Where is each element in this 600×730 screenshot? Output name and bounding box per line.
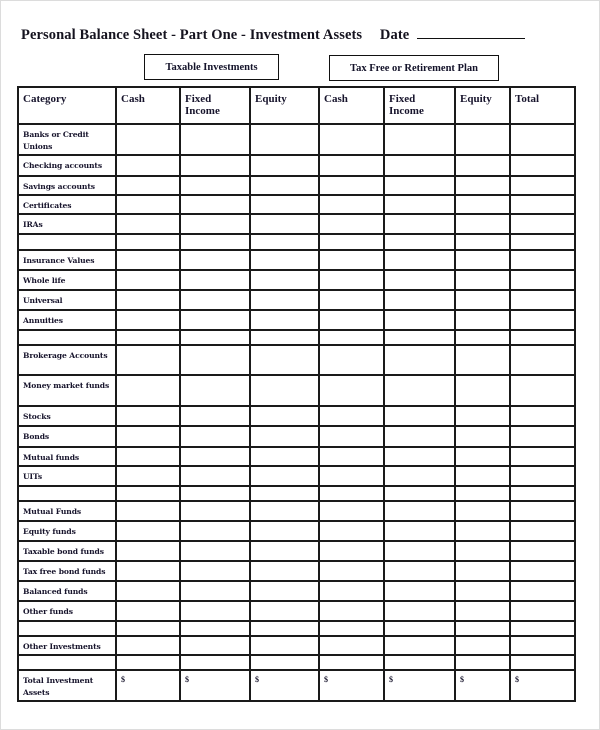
row-category-label	[18, 330, 116, 345]
input-cell-taxfree-fixed-income[interactable]	[384, 655, 455, 670]
input-cell-taxfree-equity[interactable]	[455, 195, 510, 214]
input-cell-taxable-equity[interactable]	[250, 486, 319, 501]
input-cell-taxfree-cash[interactable]	[319, 601, 384, 621]
table-row	[18, 124, 575, 155]
input-cell-total[interactable]	[510, 155, 575, 176]
table-row	[18, 250, 575, 270]
input-cell-taxfree-equity[interactable]	[455, 124, 510, 155]
col-header-taxable-fixed-income: Fixed Income	[180, 87, 250, 124]
total-cell-taxfree-equity[interactable]: $	[455, 670, 510, 701]
input-cell-taxable-fixed-income[interactable]	[180, 501, 250, 521]
input-cell-taxable-fixed-income[interactable]	[180, 290, 250, 310]
input-cell-taxfree-fixed-income[interactable]	[384, 310, 455, 330]
input-cell-total[interactable]	[510, 234, 575, 250]
input-cell-total[interactable]	[510, 486, 575, 501]
table-row	[18, 466, 575, 486]
total-row-label: Total Investment Assets	[18, 670, 116, 701]
input-cell-taxable-cash[interactable]	[116, 447, 180, 466]
input-cell-taxable-cash[interactable]	[116, 486, 180, 501]
input-cell-taxfree-cash[interactable]	[319, 330, 384, 345]
table-row-spacer	[18, 621, 575, 636]
input-cell-total[interactable]	[510, 176, 575, 195]
total-cell-taxable-equity[interactable]: $	[250, 670, 319, 701]
input-cell-taxable-fixed-income[interactable]	[180, 345, 250, 375]
row-category-label: Money market funds	[18, 375, 116, 406]
total-cell-taxable-cash[interactable]: $	[116, 670, 180, 701]
table-row-spacer	[18, 330, 575, 345]
input-cell-taxfree-equity[interactable]	[455, 541, 510, 561]
input-cell-taxfree-equity[interactable]	[455, 447, 510, 466]
total-cell-taxfree-fixed-income[interactable]: $	[384, 670, 455, 701]
input-cell-taxable-cash[interactable]	[116, 234, 180, 250]
input-cell-taxable-equity[interactable]	[250, 155, 319, 176]
input-cell-taxfree-equity[interactable]	[455, 345, 510, 375]
input-cell-taxfree-equity[interactable]	[455, 426, 510, 447]
input-cell-taxable-equity[interactable]	[250, 234, 319, 250]
input-cell-taxable-equity[interactable]	[250, 345, 319, 375]
input-cell-taxable-equity[interactable]	[250, 195, 319, 214]
input-cell-taxfree-fixed-income[interactable]	[384, 176, 455, 195]
input-cell-taxfree-cash[interactable]	[319, 124, 384, 155]
input-cell-taxfree-cash[interactable]	[319, 406, 384, 426]
row-category-label: Savings accounts	[18, 176, 116, 195]
input-cell-taxable-equity[interactable]	[250, 541, 319, 561]
input-cell-taxable-equity[interactable]	[250, 601, 319, 621]
table-row	[18, 310, 575, 330]
input-cell-taxfree-equity[interactable]	[455, 581, 510, 601]
col-header-category: Category	[18, 87, 116, 124]
table-row	[18, 601, 575, 621]
row-category-label: Other funds	[18, 601, 116, 621]
input-cell-taxable-cash[interactable]	[116, 214, 180, 234]
input-cell-taxable-fixed-income[interactable]	[180, 581, 250, 601]
input-cell-taxable-cash[interactable]	[116, 290, 180, 310]
row-category-label: Mutual funds	[18, 447, 116, 466]
input-cell-taxfree-equity[interactable]	[455, 270, 510, 290]
input-cell-taxable-equity[interactable]	[250, 426, 319, 447]
input-cell-taxfree-cash[interactable]	[319, 345, 384, 375]
row-category-label: Universal	[18, 290, 116, 310]
input-cell-total[interactable]	[510, 561, 575, 581]
input-cell-total[interactable]	[510, 655, 575, 670]
input-cell-total[interactable]	[510, 406, 575, 426]
input-cell-taxable-fixed-income[interactable]	[180, 521, 250, 541]
row-category-label: IRAs	[18, 214, 116, 234]
input-cell-total[interactable]	[510, 447, 575, 466]
input-cell-taxfree-equity[interactable]	[455, 636, 510, 655]
col-header-taxfree-cash: Cash	[319, 87, 384, 124]
input-cell-taxfree-cash[interactable]	[319, 501, 384, 521]
input-cell-taxfree-fixed-income[interactable]	[384, 466, 455, 486]
input-cell-total[interactable]	[510, 581, 575, 601]
input-cell-taxable-equity[interactable]	[250, 214, 319, 234]
input-cell-taxfree-fixed-income[interactable]	[384, 345, 455, 375]
total-cell-taxfree-cash[interactable]: $	[319, 670, 384, 701]
row-category-label: Bonds	[18, 426, 116, 447]
input-cell-taxable-equity[interactable]	[250, 466, 319, 486]
input-cell-taxable-cash[interactable]	[116, 195, 180, 214]
row-category-label: Annuities	[18, 310, 116, 330]
input-cell-total[interactable]	[510, 426, 575, 447]
input-cell-taxfree-equity[interactable]	[455, 601, 510, 621]
table-row	[18, 155, 575, 176]
input-cell-taxable-cash[interactable]	[116, 426, 180, 447]
table-row	[18, 521, 575, 541]
input-cell-total[interactable]	[510, 601, 575, 621]
input-cell-taxable-cash[interactable]	[116, 636, 180, 655]
input-cell-taxfree-cash[interactable]	[319, 310, 384, 330]
input-cell-taxfree-cash[interactable]	[319, 655, 384, 670]
col-header-taxfree-equity: Equity	[455, 87, 510, 124]
input-cell-taxable-cash[interactable]	[116, 176, 180, 195]
total-cell-taxable-fixed-income[interactable]: $	[180, 670, 250, 701]
table-row-spacer	[18, 655, 575, 670]
table-row-spacer	[18, 486, 575, 501]
input-cell-taxfree-fixed-income[interactable]	[384, 447, 455, 466]
input-cell-taxable-fixed-income[interactable]	[180, 375, 250, 406]
input-cell-taxfree-fixed-income[interactable]	[384, 406, 455, 426]
input-cell-taxfree-fixed-income[interactable]	[384, 561, 455, 581]
input-cell-taxfree-cash[interactable]	[319, 521, 384, 541]
input-cell-taxable-equity[interactable]	[250, 501, 319, 521]
input-cell-taxfree-cash[interactable]	[319, 290, 384, 310]
input-cell-taxfree-cash[interactable]	[319, 426, 384, 447]
input-cell-taxfree-equity[interactable]	[455, 375, 510, 406]
table-row	[18, 447, 575, 466]
table-row	[18, 561, 575, 581]
input-cell-taxfree-cash[interactable]	[319, 581, 384, 601]
col-header-taxfree-fixed-income: Fixed Income	[384, 87, 455, 124]
input-cell-taxable-cash[interactable]	[116, 655, 180, 670]
row-category-label: UITs	[18, 466, 116, 486]
input-cell-taxfree-equity[interactable]	[455, 330, 510, 345]
input-cell-taxable-fixed-income[interactable]	[180, 310, 250, 330]
input-cell-taxable-cash[interactable]	[116, 621, 180, 636]
input-cell-taxable-equity[interactable]	[250, 561, 319, 581]
input-cell-taxfree-equity[interactable]	[455, 466, 510, 486]
input-cell-taxable-fixed-income[interactable]	[180, 486, 250, 501]
input-cell-total[interactable]	[510, 310, 575, 330]
input-cell-taxable-fixed-income[interactable]	[180, 601, 250, 621]
input-cell-total[interactable]	[510, 621, 575, 636]
page-title	[21, 26, 525, 44]
table-row-spacer	[18, 234, 575, 250]
row-category-label: Banks or Credit Unions	[18, 124, 116, 155]
row-category-label: Mutual Funds	[18, 501, 116, 521]
input-cell-taxfree-cash[interactable]	[319, 176, 384, 195]
input-cell-taxfree-cash[interactable]	[319, 636, 384, 655]
input-cell-total[interactable]	[510, 250, 575, 270]
row-category-label: Whole life	[18, 270, 116, 290]
table-body	[18, 124, 575, 701]
table-row	[18, 375, 575, 406]
input-cell-taxfree-cash[interactable]	[319, 561, 384, 581]
input-cell-taxable-fixed-income[interactable]	[180, 124, 250, 155]
row-category-label: Stocks	[18, 406, 116, 426]
row-category-label	[18, 234, 116, 250]
table-row	[18, 581, 575, 601]
table-header-row	[18, 87, 575, 124]
row-category-label	[18, 621, 116, 636]
input-cell-taxable-equity[interactable]	[250, 636, 319, 655]
input-cell-taxfree-equity[interactable]	[455, 310, 510, 330]
input-cell-taxfree-equity[interactable]	[455, 176, 510, 195]
input-cell-taxfree-fixed-income[interactable]	[384, 195, 455, 214]
table-row	[18, 214, 575, 234]
table-row	[18, 176, 575, 195]
input-cell-taxable-cash[interactable]	[116, 601, 180, 621]
input-cell-taxable-cash[interactable]	[116, 345, 180, 375]
input-cell-taxfree-fixed-income[interactable]	[384, 621, 455, 636]
total-row	[18, 670, 575, 701]
input-cell-taxfree-equity[interactable]	[455, 621, 510, 636]
input-cell-taxfree-equity[interactable]	[455, 561, 510, 581]
input-cell-taxfree-fixed-income[interactable]	[384, 601, 455, 621]
input-cell-taxable-equity[interactable]	[250, 581, 319, 601]
row-category-label: Equity funds	[18, 521, 116, 541]
input-cell-taxable-fixed-income[interactable]	[180, 234, 250, 250]
input-cell-total[interactable]	[510, 466, 575, 486]
input-cell-taxable-fixed-income[interactable]	[180, 195, 250, 214]
input-cell-taxfree-fixed-income[interactable]	[384, 234, 455, 250]
input-cell-taxfree-fixed-income[interactable]	[384, 270, 455, 290]
input-cell-taxfree-fixed-income[interactable]	[384, 541, 455, 561]
table-row	[18, 345, 575, 375]
input-cell-taxable-equity[interactable]	[250, 447, 319, 466]
input-cell-taxable-fixed-income[interactable]	[180, 214, 250, 234]
input-cell-taxfree-cash[interactable]	[319, 375, 384, 406]
table-row	[18, 406, 575, 426]
input-cell-taxfree-equity[interactable]	[455, 655, 510, 670]
input-cell-taxable-equity[interactable]	[250, 375, 319, 406]
table-row	[18, 426, 575, 447]
input-cell-total[interactable]	[510, 541, 575, 561]
row-category-label: Other Investments	[18, 636, 116, 655]
input-cell-taxable-cash[interactable]	[116, 466, 180, 486]
input-cell-taxable-equity[interactable]	[250, 250, 319, 270]
row-category-label	[18, 655, 116, 670]
col-header-taxable-cash: Cash	[116, 87, 180, 124]
input-cell-taxfree-equity[interactable]	[455, 501, 510, 521]
input-cell-taxfree-equity[interactable]	[455, 406, 510, 426]
input-cell-taxable-fixed-income[interactable]	[180, 426, 250, 447]
col-header-total: Total	[510, 87, 575, 124]
taxable-investments-header: Taxable Investments	[144, 54, 279, 80]
investment-assets-table	[17, 86, 576, 702]
input-cell-taxfree-fixed-income[interactable]	[384, 250, 455, 270]
input-cell-taxfree-fixed-income[interactable]	[384, 330, 455, 345]
input-cell-taxfree-equity[interactable]	[455, 250, 510, 270]
input-cell-taxable-equity[interactable]	[250, 310, 319, 330]
input-cell-taxable-fixed-income[interactable]	[180, 406, 250, 426]
row-category-label: Insurance Values	[18, 250, 116, 270]
input-cell-total[interactable]	[510, 214, 575, 234]
input-cell-taxable-fixed-income[interactable]	[180, 155, 250, 176]
input-cell-total[interactable]	[510, 636, 575, 655]
input-cell-taxable-cash[interactable]	[116, 270, 180, 290]
input-cell-taxfree-fixed-income[interactable]	[384, 521, 455, 541]
input-cell-taxfree-cash[interactable]	[319, 234, 384, 250]
input-cell-taxfree-cash[interactable]	[319, 621, 384, 636]
input-cell-total[interactable]	[510, 195, 575, 214]
input-cell-taxfree-fixed-income[interactable]	[384, 214, 455, 234]
input-cell-taxable-fixed-income[interactable]	[180, 636, 250, 655]
input-cell-total[interactable]	[510, 124, 575, 155]
input-cell-total[interactable]	[510, 290, 575, 310]
input-cell-taxable-cash[interactable]	[116, 375, 180, 406]
input-cell-taxfree-fixed-income[interactable]	[384, 636, 455, 655]
input-cell-taxfree-cash[interactable]	[319, 447, 384, 466]
input-cell-taxable-cash[interactable]	[116, 561, 180, 581]
input-cell-taxable-cash[interactable]	[116, 581, 180, 601]
table-row	[18, 501, 575, 521]
input-cell-total[interactable]	[510, 375, 575, 406]
input-cell-taxable-equity[interactable]	[250, 290, 319, 310]
total-cell-total[interactable]: $	[510, 670, 575, 701]
title-text: Personal Balance Sheet - Part One - Investment Assets	[21, 27, 363, 43]
input-cell-taxable-cash[interactable]	[116, 124, 180, 155]
row-category-label: Brokerage Accounts	[18, 345, 116, 375]
input-cell-taxable-cash[interactable]	[116, 310, 180, 330]
input-cell-taxable-equity[interactable]	[250, 270, 319, 290]
input-cell-taxable-fixed-income[interactable]	[180, 330, 250, 345]
input-cell-taxable-cash[interactable]	[116, 250, 180, 270]
input-cell-taxable-fixed-income[interactable]	[180, 270, 250, 290]
input-cell-taxable-fixed-income[interactable]	[180, 561, 250, 581]
table-row	[18, 195, 575, 214]
input-cell-taxfree-equity[interactable]	[455, 234, 510, 250]
input-cell-taxfree-equity[interactable]	[455, 486, 510, 501]
input-cell-taxfree-cash[interactable]	[319, 155, 384, 176]
input-cell-taxfree-fixed-income[interactable]	[384, 124, 455, 155]
input-cell-taxable-cash[interactable]	[116, 330, 180, 345]
input-cell-taxable-fixed-income[interactable]	[180, 541, 250, 561]
input-cell-total[interactable]	[510, 345, 575, 375]
input-cell-taxable-equity[interactable]	[250, 655, 319, 670]
date-label: Date	[379, 27, 410, 43]
input-cell-taxfree-cash[interactable]	[319, 250, 384, 270]
date-field[interactable]	[417, 26, 525, 39]
row-category-label: Certificates	[18, 195, 116, 214]
tax-free-retirement-header: Tax Free or Retirement Plan	[329, 55, 499, 81]
input-cell-taxfree-equity[interactable]	[455, 214, 510, 234]
input-cell-taxable-fixed-income[interactable]	[180, 466, 250, 486]
row-category-label: Balanced funds	[18, 581, 116, 601]
input-cell-taxable-equity[interactable]	[250, 621, 319, 636]
input-cell-total[interactable]	[510, 330, 575, 345]
input-cell-taxfree-cash[interactable]	[319, 214, 384, 234]
input-cell-taxable-fixed-income[interactable]	[180, 176, 250, 195]
input-cell-taxable-cash[interactable]	[116, 521, 180, 541]
input-cell-total[interactable]	[510, 521, 575, 541]
input-cell-taxable-equity[interactable]	[250, 124, 319, 155]
input-cell-taxfree-cash[interactable]	[319, 466, 384, 486]
input-cell-taxfree-fixed-income[interactable]	[384, 375, 455, 406]
table-row	[18, 290, 575, 310]
input-cell-taxfree-fixed-income[interactable]	[384, 290, 455, 310]
input-cell-taxfree-fixed-income[interactable]	[384, 581, 455, 601]
col-header-taxable-equity: Equity	[250, 87, 319, 124]
input-cell-taxable-fixed-income[interactable]	[180, 655, 250, 670]
input-cell-taxable-equity[interactable]	[250, 406, 319, 426]
row-category-label: Tax free bond funds	[18, 561, 116, 581]
input-cell-taxfree-cash[interactable]	[319, 486, 384, 501]
input-cell-taxfree-fixed-income[interactable]	[384, 426, 455, 447]
input-cell-taxfree-equity[interactable]	[455, 521, 510, 541]
input-cell-taxable-cash[interactable]	[116, 541, 180, 561]
input-cell-taxable-cash[interactable]	[116, 406, 180, 426]
input-cell-taxable-fixed-income[interactable]	[180, 447, 250, 466]
table-row	[18, 541, 575, 561]
input-cell-total[interactable]	[510, 270, 575, 290]
input-cell-taxable-cash[interactable]	[116, 155, 180, 176]
input-cell-taxfree-equity[interactable]	[455, 155, 510, 176]
row-category-label: Taxable bond funds	[18, 541, 116, 561]
input-cell-taxfree-equity[interactable]	[455, 290, 510, 310]
row-category-label	[18, 486, 116, 501]
input-cell-taxfree-cash[interactable]	[319, 270, 384, 290]
row-category-label: Checking accounts	[18, 155, 116, 176]
input-cell-total[interactable]	[510, 501, 575, 521]
input-cell-taxfree-fixed-income[interactable]	[384, 501, 455, 521]
input-cell-taxfree-cash[interactable]	[319, 541, 384, 561]
input-cell-taxable-equity[interactable]	[250, 176, 319, 195]
table-row	[18, 270, 575, 290]
input-cell-taxfree-fixed-income[interactable]	[384, 486, 455, 501]
input-cell-taxable-fixed-income[interactable]	[180, 621, 250, 636]
input-cell-taxfree-cash[interactable]	[319, 195, 384, 214]
input-cell-taxable-cash[interactable]	[116, 501, 180, 521]
input-cell-taxable-equity[interactable]	[250, 330, 319, 345]
input-cell-taxfree-fixed-income[interactable]	[384, 155, 455, 176]
input-cell-taxable-equity[interactable]	[250, 521, 319, 541]
input-cell-taxable-fixed-income[interactable]	[180, 250, 250, 270]
table-row	[18, 636, 575, 655]
